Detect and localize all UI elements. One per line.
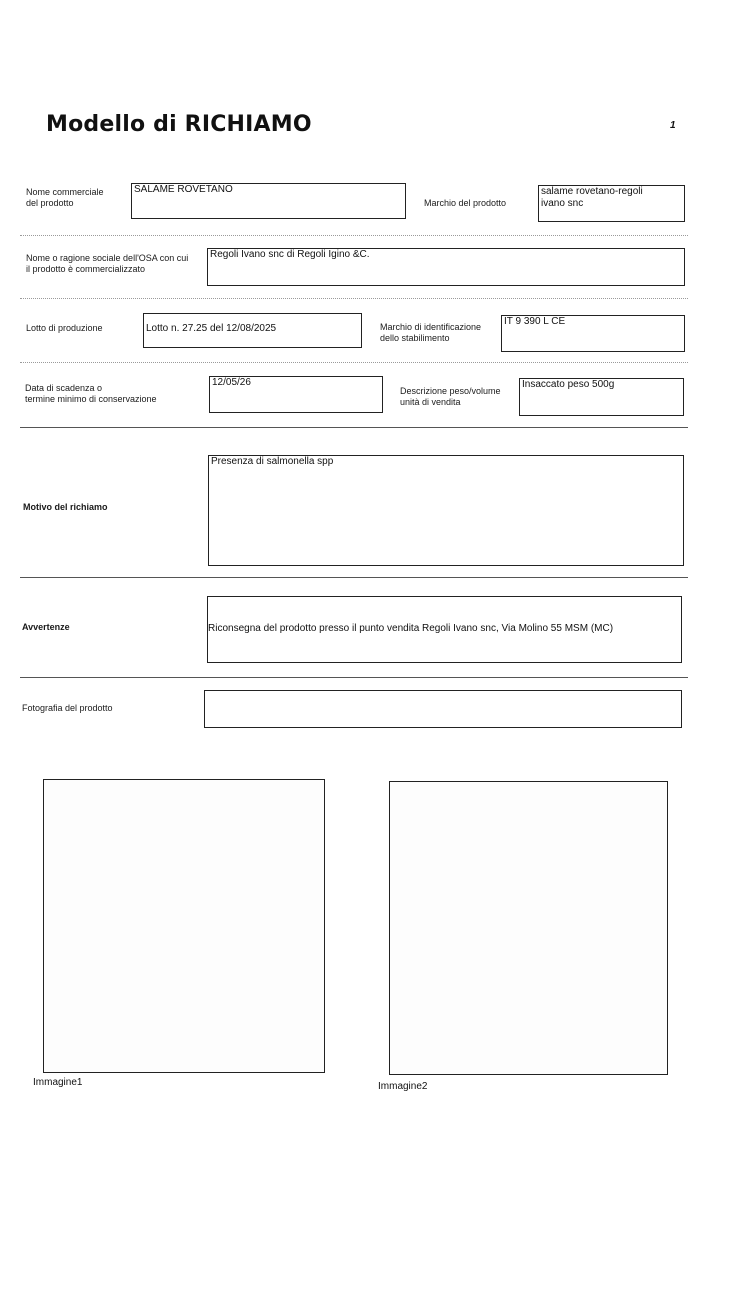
label-marchio-prodotto: Marchio del prodotto: [424, 198, 507, 208]
label-nome-osa: Nome o ragione sociale dell'OSA con cui il prodotto è commercializzato: [26, 253, 189, 274]
image-placeholder-1: [43, 779, 325, 1073]
image-caption-2: Immagine2: [378, 1081, 428, 1092]
label-fotografia: Fotografia del prodotto: [22, 703, 113, 713]
field-motivo[interactable]: [208, 455, 684, 566]
label-descrizione-peso: Descrizione peso/volume unità di vendita: [400, 386, 501, 407]
field-fotografia[interactable]: [204, 690, 682, 728]
label-nome-commerciale: Nome commerciale del prodotto: [26, 187, 104, 208]
image-placeholder-2: [389, 781, 668, 1075]
image-caption-1: Immagine1: [33, 1077, 83, 1088]
label-marchio-identificazione: Marchio di identificazione dello stabilimento: [380, 322, 482, 343]
field-lotto[interactable]: [143, 313, 362, 348]
label-motivo: Motivo del richiamo: [23, 502, 108, 512]
divider: [20, 362, 688, 363]
value-motivo: Presenza di salmonella spp: [211, 456, 334, 467]
field-avvertenze[interactable]: [207, 596, 682, 663]
value-data-scadenza: 12/05/26: [212, 377, 251, 388]
field-nome-commerciale[interactable]: [131, 183, 406, 219]
value-nome-osa: Regoli Ivano snc di Regoli Igino &C.: [210, 249, 370, 260]
field-data-scadenza[interactable]: [209, 376, 383, 413]
page-number: 1: [670, 120, 676, 131]
divider: [20, 298, 688, 299]
value-descrizione-peso: Insaccato peso 500g: [522, 379, 615, 390]
field-marchio-identificazione[interactable]: [501, 315, 685, 352]
value-avvertenze: Riconsegna del prodotto presso il punto vendita Regoli Ivano snc, Via Molino 55 MSM (MC): [208, 623, 614, 634]
field-nome-osa[interactable]: [207, 248, 685, 286]
value-marchio-prodotto: salame rovetano-regoli ivano snc: [541, 186, 643, 209]
field-descrizione-peso[interactable]: [519, 378, 684, 416]
value-lotto: Lotto n. 27.25 del 12/08/2025: [146, 323, 277, 334]
divider: [20, 235, 688, 236]
divider: [20, 577, 688, 578]
page-title: Modello di RICHIAMO: [46, 112, 312, 137]
divider: [20, 427, 688, 428]
label-avvertenze: Avvertenze: [22, 622, 70, 632]
field-marchio-prodotto[interactable]: [538, 185, 685, 222]
label-lotto: Lotto di produzione: [26, 323, 103, 333]
value-nome-commerciale: SALAME ROVETANO: [134, 184, 233, 195]
value-marchio-identificazione: IT 9 390 L CE: [504, 316, 566, 327]
label-data-scadenza: Data di scadenza o termine minimo di conservazione: [25, 383, 157, 404]
divider: [20, 677, 688, 678]
